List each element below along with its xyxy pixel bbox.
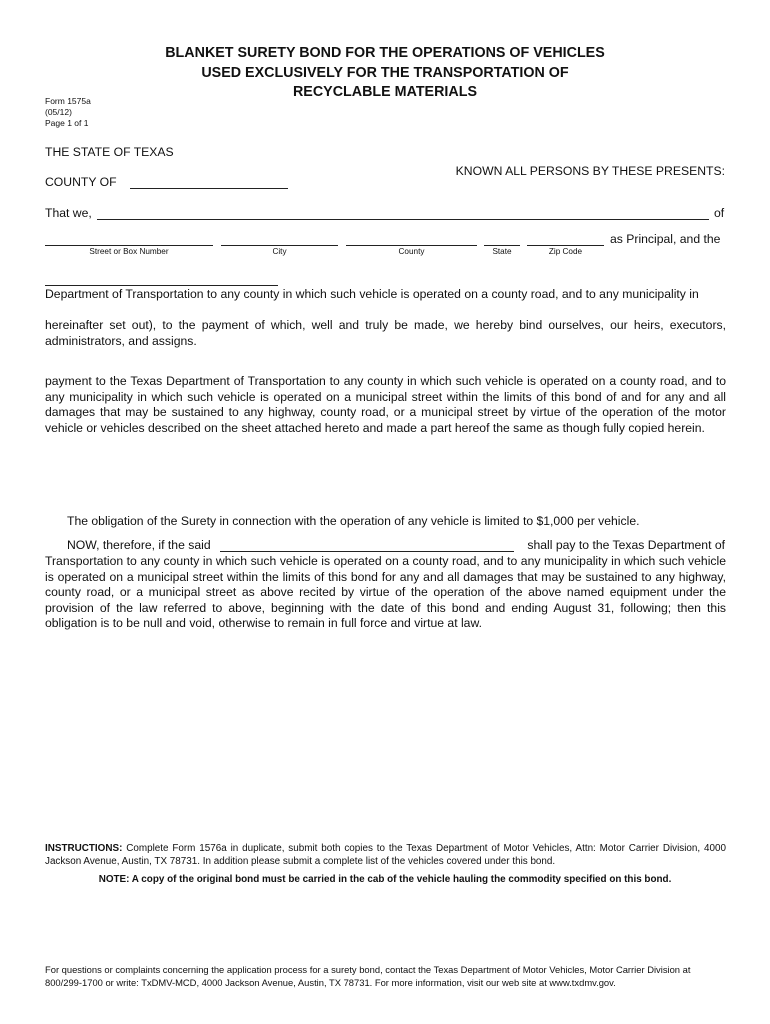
of-label: of (714, 206, 725, 220)
zip-caption: Zip Code (548, 247, 583, 256)
street-field[interactable] (45, 245, 213, 246)
county-caption: County (398, 247, 425, 256)
form-revision-date: (05/12) (45, 107, 72, 117)
street-caption: Street or Box Number (89, 247, 169, 256)
said-principal-field[interactable] (220, 551, 514, 552)
title-line-3: RECYCLABLE MATERIALS (292, 84, 477, 100)
that-we-label: That we, (45, 206, 92, 220)
county-label: COUNTY OF (45, 175, 117, 189)
title-line-2: USED EXCLUSIVELY FOR THE TRANSPORTATION OF (201, 64, 569, 81)
form-meta (45, 96, 91, 129)
state-caption: State (492, 247, 512, 256)
county-address-field[interactable] (346, 245, 477, 246)
surety-obligation-paragraph: The obligation of the Surety in connection with the operation of any vehicle is limited to $1,000 per vehicle. (67, 514, 640, 528)
shall-pay-label: shall pay to the Texas Department of (527, 538, 725, 552)
county-field[interactable] (130, 188, 288, 189)
city-caption: City (272, 247, 287, 256)
title-line-1: BLANKET SURETY BOND FOR THE OPERATIONS OF VEHICLES (165, 45, 605, 61)
known-persons-label: KNOWN ALL PERSONS BY THESE PRESENTS: (455, 164, 725, 178)
form-page-count: Page 1 of 1 (45, 118, 89, 128)
instructions-text: Complete Form 1576a in duplicate, submit both copies to the Texas Department of Motor Vehicles, Attn: Motor Carrier Division, 4000 Jackson Avenue, Austin, TX 78731. In addition please submit a complete list of the vehicles covered under this bond. (45, 843, 726, 867)
state-field[interactable] (484, 245, 520, 246)
zip-field[interactable] (527, 245, 604, 246)
as-principal-label: as Principal, and the (610, 232, 721, 246)
body-paragraph-1: Department of Transportation to any county in which such vehicle is operated on a county road, and to any municipality in (45, 287, 699, 301)
form-title (0, 44, 770, 103)
now-therefore-label: NOW, therefore, if the said (67, 538, 211, 552)
principal-name-field[interactable] (97, 219, 709, 220)
city-field[interactable] (221, 245, 338, 246)
form-number: Form 1575a (45, 96, 91, 106)
instructions (45, 842, 726, 868)
note: NOTE: A copy of the original bond must be carried in the cab of the vehicle hauling the commodity specified on this bond. (98, 874, 672, 885)
now-therefore-paragraph: Transportation to any county in which such vehicle is operated on a county road, and to any municipality in which such vehicle is operated on a municipal street within the limits of this bond for any and all damages that may be sustained to any highway, county road, or a municipal street as above recited by virtue of the operation of the above named equipment under the provision of the law referred to above, beginning with the date of this bond and ending August 31, following; then this obligation is to be null and void, otherwise to remain in full force and virtue at law. (45, 554, 726, 631)
footer-contact: For questions or complaints concerning the application process for a surety bond, contact the Texas Department of Motor Vehicles, Motor Carrier Division at 800/299-1700 or write: TxDMV-MCD, 4000 Jackson Avenue, Austin, TX 78731. For more information, visit our web site at www.txdmv.gov. (45, 964, 691, 988)
body-paragraph-3: payment to the Texas Department of Transportation to any county in which such vehicle is operated on a county road, and to any municipality in which such vehicle is operated on a municipal street within the limits of this bond of and for any and all damages that may be sustained to any highway, county road, or a municipal street by virtue of the operation of the motor vehicle or vehicles described on the sheet attached hereto and made a part hereof the same as though fully copied herein. (45, 374, 726, 435)
body-paragraph-2: hereinafter set out), to the payment of which, well and truly be made, we hereby bind ourselves, our heirs, executors, administrators, and assigns. (45, 318, 726, 348)
surety-name-field[interactable] (45, 285, 278, 286)
instructions-label: INSTRUCTIONS: (45, 843, 123, 854)
state-label: THE STATE OF TEXAS (45, 145, 174, 159)
